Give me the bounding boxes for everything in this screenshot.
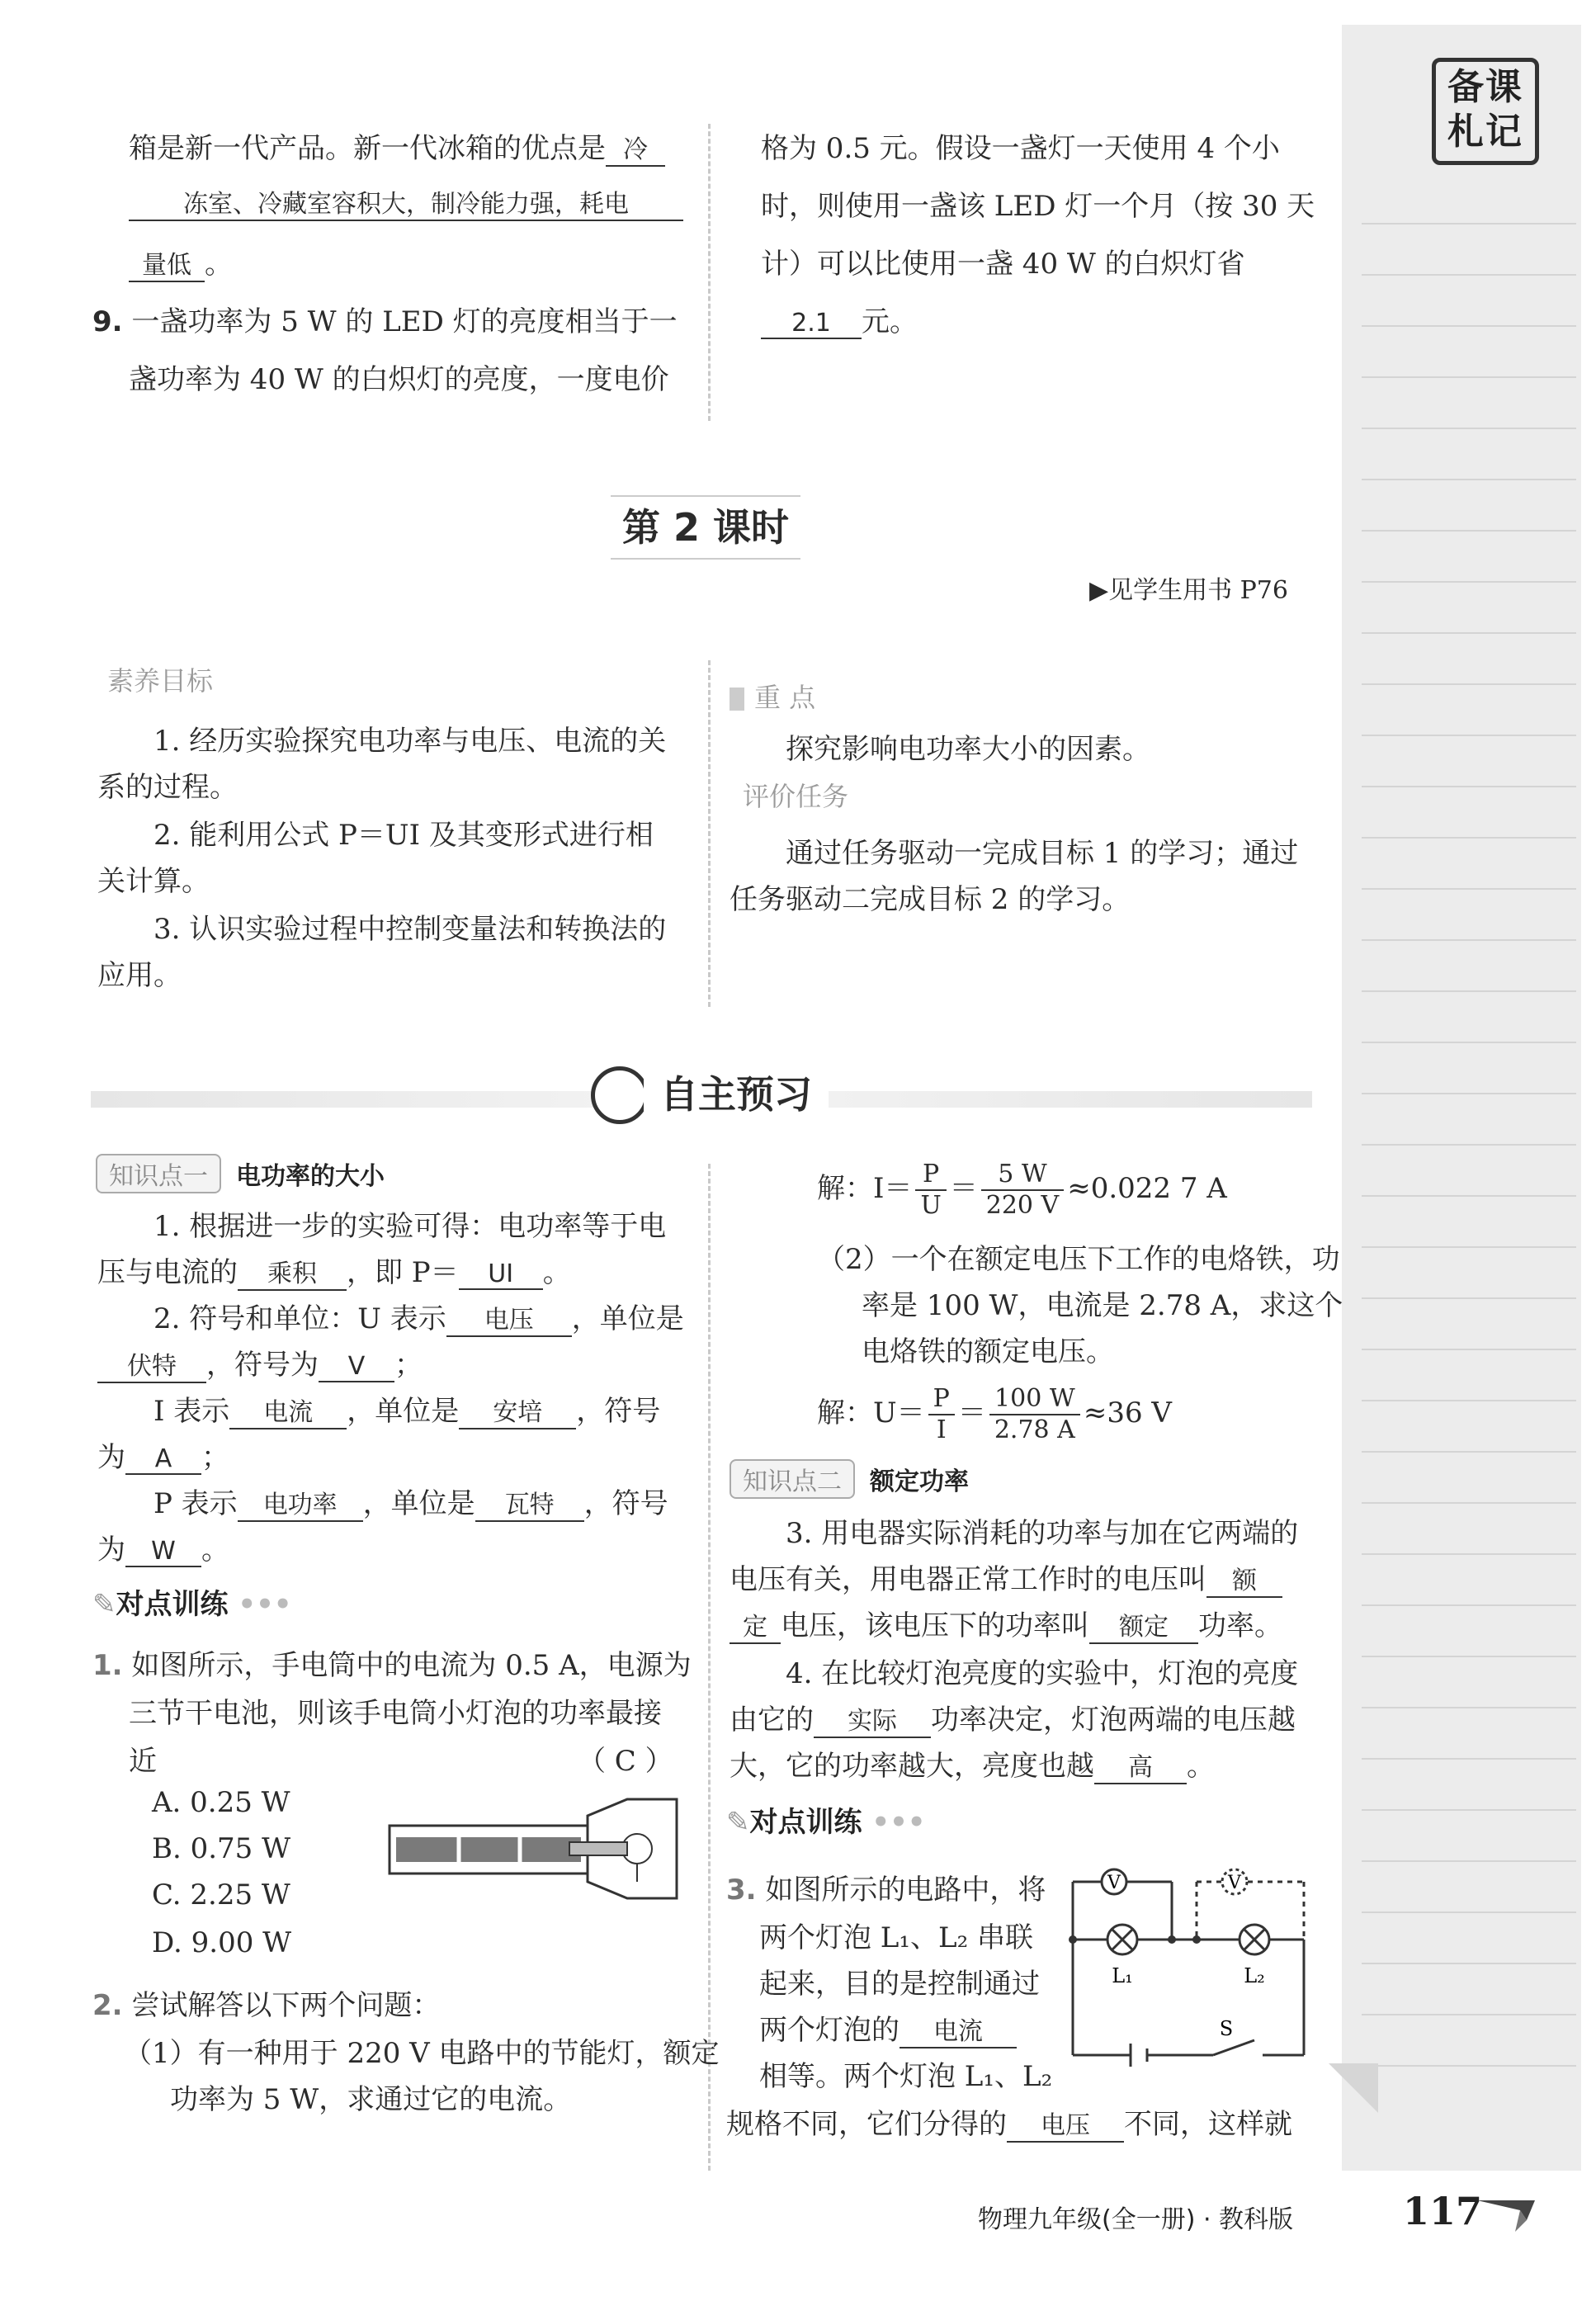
- answer-a: A: [125, 1444, 201, 1475]
- notes-ruled-line: [1362, 837, 1576, 839]
- notes-ruled-line: [1362, 1860, 1576, 1862]
- answer-watt: 瓦特: [475, 1484, 584, 1522]
- q3-line5: 相等。两个灯泡 L₁、L₂: [759, 2060, 1053, 2093]
- q1-line2: 三节干电池，则该手电筒小灯泡的功率最接: [129, 1697, 662, 1730]
- q9-line6: 2.1 元。: [761, 299, 918, 339]
- q9-line5: 计）可以比使用一盏 40 W 的白炽灯省: [761, 248, 1245, 281]
- pencil-icon: ✎: [726, 1806, 750, 1839]
- answer-q3-voltage: 电压: [1007, 2105, 1124, 2143]
- goal-3-cont: 应用。: [97, 959, 182, 992]
- q8-line1: 箱是新一代产品。新一代冰箱的优点是 冷: [129, 125, 665, 167]
- notes-ruled-line: [1362, 274, 1576, 276]
- goal-1: 1. 经历实验探究电功率与电压、电流的关: [153, 725, 667, 758]
- goal-2-cont: 关计算。: [97, 865, 210, 898]
- notes-ruled-line: [1362, 376, 1576, 378]
- q8-line3: 量低 。: [129, 241, 233, 282]
- kp1-line7: P 表示 电功率 ，单位是 瓦特 ，符号: [153, 1481, 668, 1522]
- q9-line2: 盏功率为 40 W 的白炽灯的亮度，一度电价: [129, 363, 669, 396]
- preview-title: 自主预习: [660, 1072, 812, 1117]
- notes-ruled-line: [1362, 530, 1576, 532]
- answer-ui: UI: [459, 1259, 543, 1290]
- kp1-header: [96, 1154, 385, 1192]
- focus-heading: 重 点: [730, 677, 815, 715]
- answer-volt: 伏特: [97, 1345, 206, 1383]
- answer-voltage: 电压: [446, 1299, 572, 1337]
- lamp-l1-label: L₁: [1112, 1964, 1133, 1987]
- q2-part2-line3: 电烙铁的额定电压。: [862, 1335, 1114, 1368]
- notes-ruled-line: [1362, 325, 1576, 327]
- preview-title-box: [644, 1065, 829, 1124]
- q2-line1: 2. 尝试解答以下两个问题：: [92, 1989, 441, 2022]
- focus-text: 探究影响电功率大小的因素。: [786, 733, 1150, 766]
- voltmeter-2-label: V: [1228, 1873, 1241, 1893]
- notes-ruled-line: [1362, 1451, 1576, 1453]
- q1-option-a[interactable]: A. 0.25 W: [152, 1786, 290, 1819]
- kp1-tag: 知识点一: [96, 1154, 221, 1193]
- q2-solution-1: 解：I＝ $\frac{P}{U}$ ＝ $\frac{5 W}{220 V}$ ≈0.022 7 A: [817, 1160, 1227, 1220]
- notes-ruled-line: [1362, 1553, 1576, 1555]
- notes-ruled-line: [1362, 786, 1576, 787]
- column-divider-main: [708, 1164, 711, 2171]
- q1-option-b[interactable]: B. 0.75 W: [152, 1832, 291, 1865]
- answer-ampere: 安培: [459, 1392, 576, 1429]
- q2-part2-line2: 率是 100 W，电流是 2.78 A，求这个: [862, 1289, 1343, 1322]
- q3-line6: 规格不同，它们分得的 电压 不同，这样就: [726, 2101, 1292, 2143]
- kp1-line8: 为 W 。: [97, 1533, 229, 1566]
- focus-bar-icon: [730, 688, 744, 711]
- answer-v: V: [319, 1352, 394, 1382]
- q2-part1-line2: 功率为 5 W，求通过它的电流。: [170, 2083, 572, 2116]
- q3-line3: 起来，目的是控制通过: [759, 1968, 1040, 2001]
- kp2-header: [730, 1459, 969, 1497]
- notes-ruled-line: [1362, 888, 1576, 890]
- kp1-line3: 2. 符号和单位：U 表示 电压 ，单位是: [153, 1296, 684, 1337]
- fraction-100w-over-278a: $\frac{100 W}{2.78 A}$: [989, 1384, 1080, 1445]
- page-number: 117: [1403, 2189, 1483, 2233]
- notes-ruled-line: [1362, 1195, 1576, 1197]
- kp1-line2: 压与电流的 乘积 ，即 P＝ UI 。: [97, 1250, 571, 1291]
- notes-ruled-line: [1362, 428, 1576, 429]
- flashlight-figure: [380, 1783, 685, 1907]
- q1-option-c[interactable]: C. 2.25 W: [152, 1878, 290, 1911]
- notes-ruled-line: [1362, 1144, 1576, 1146]
- q9-line4: 时，则使用一盏该 LED 灯一个月（按 30 天: [761, 190, 1315, 223]
- notes-ruled-line: [1362, 1963, 1576, 1964]
- kp2-line1: 3. 用电器实际消耗的功率与加在它两端的: [786, 1517, 1299, 1550]
- answer-rated-1b: 定: [730, 1606, 781, 1644]
- notes-ruled-line: [1362, 479, 1576, 480]
- answer-power: 电功率: [238, 1484, 363, 1522]
- notes-ruled-line: [1362, 1809, 1576, 1811]
- corner-fold-icon: [1329, 2063, 1378, 2113]
- voltmeter-1-label: V: [1107, 1873, 1121, 1893]
- kp2-line4: 4. 在比较灯泡亮度的实验中，灯泡的亮度: [786, 1657, 1299, 1690]
- q9-answer: 2.1: [761, 309, 862, 339]
- q9-line3: 格为 0.5 元。假设一盏灯一天使用 4 个小: [761, 132, 1280, 165]
- student-book-ref[interactable]: ▶见学生用书 P76: [1089, 576, 1288, 605]
- notes-ruled-line: [1362, 1911, 1576, 1913]
- kp2-line5: 由它的 实际 功率决定，灯泡两端的电压越: [730, 1697, 1296, 1738]
- kp2-tag: 知识点二: [730, 1459, 855, 1499]
- q3-number: 3.: [726, 1874, 757, 1907]
- lesson-title: 第 2 课时: [621, 505, 790, 550]
- notes-ruled-line: [1362, 1042, 1576, 1043]
- q1-number: 1.: [92, 1649, 123, 1682]
- notes-ruled-line: [1362, 1349, 1576, 1350]
- q3-line2: 两个灯泡 L₁、L₂ 串联: [759, 1921, 1034, 1954]
- answer-high: 高: [1094, 1746, 1187, 1784]
- q3-line1: 3. 如图所示的电路中，将: [726, 1874, 1046, 1907]
- eval-line2: 任务驱动二完成目标 2 的学习。: [730, 883, 1131, 916]
- goal-1-cont: 系的过程。: [97, 771, 238, 804]
- kp1-title: 电功率的大小: [236, 1162, 385, 1191]
- answer-current: 电流: [229, 1392, 347, 1429]
- fraction-p-over-i: $\frac{P}{I}$: [928, 1384, 955, 1445]
- q8-answer-part3: 量低: [129, 244, 205, 282]
- notes-ruled-line: [1362, 1297, 1576, 1299]
- notes-ruled-line: [1362, 1246, 1576, 1248]
- kp1-line5: I 表示 电流 ，单位是 安培 ，符号: [153, 1388, 660, 1429]
- q2-part1-line1: （1）有一种用于 220 V 电路中的节能灯，额定: [124, 2037, 720, 2070]
- notes-ruled-line: [1362, 2065, 1576, 2067]
- q1-line3: 近: [129, 1745, 157, 1778]
- answer-w: W: [125, 1537, 201, 1567]
- eval-heading: 评价任务: [743, 781, 849, 812]
- kp2-title: 额定功率: [870, 1467, 969, 1496]
- fraction-5w-over-220v: $\frac{5 W}{220 V}$: [981, 1160, 1064, 1221]
- notes-ruled-line: [1362, 1604, 1576, 1606]
- notes-badge: [1432, 58, 1539, 165]
- training-heading-1: ✎对点训练 •••: [92, 1588, 292, 1621]
- q9-line1: 9. 一盏功率为 5 W 的 LED 灯的亮度相当于一: [92, 305, 678, 338]
- answer-q3-current: 电流: [900, 2011, 1017, 2048]
- q2-part2-line1: （2）一个在额定电压下工作的电烙铁，功: [817, 1243, 1340, 1276]
- circuit-diagram: [1056, 1857, 1320, 2072]
- q8-answer-part1: 冷: [606, 129, 665, 167]
- kp2-line6: 大，它的功率越大，亮度也越 高 。: [730, 1743, 1215, 1784]
- notes-ruled-line: [1362, 223, 1576, 224]
- answer-product: 乘积: [238, 1253, 347, 1291]
- q2-solution-2: 解：U＝ $\frac{P}{I}$ ＝ $\frac{100 W}{2.78 A}$ ≈36 V: [817, 1384, 1172, 1444]
- q9-number: 9.: [92, 305, 123, 338]
- column-divider-goals: [708, 660, 711, 1007]
- notes-ruled-line: [1362, 1758, 1576, 1760]
- q3-line4: 两个灯泡的 电流: [759, 2007, 1017, 2048]
- fraction-p-over-u: $\frac{P}{U}$: [915, 1160, 946, 1221]
- kp1-line4: 伏特 ，符号为 V ；: [97, 1342, 423, 1383]
- pencil-icon: ✎: [92, 1588, 116, 1621]
- switch-label: S: [1219, 2017, 1234, 2040]
- q8-line2: [129, 183, 683, 221]
- notes-ruled-line: [1362, 581, 1576, 583]
- footer-arrow-icon: [1477, 2195, 1543, 2237]
- goals-heading: 素养目标: [107, 665, 214, 697]
- notes-badge-label: 备课札记: [1447, 66, 1523, 153]
- notes-ruled-line: [1362, 735, 1576, 736]
- goal-2: 2. 能利用公式 P＝UI 及其变形式进行相: [153, 819, 654, 852]
- notes-ruled-line: [1362, 1656, 1576, 1657]
- lamp-l2-label: L₂: [1244, 1964, 1265, 1987]
- q8-answer-part2: 冻室、冷藏室容积大，制冷能力强，耗电: [129, 183, 683, 221]
- notes-ruled-line: [1362, 990, 1576, 992]
- notes-ruled-line: [1362, 1093, 1576, 1094]
- answer-rated-2: 额定: [1089, 1606, 1198, 1644]
- lesson-title-box: [611, 495, 800, 560]
- kp2-line3: 定 电压，该电压下的功率叫 额定 功率。: [730, 1603, 1282, 1644]
- q1-line1: 1. 如图所示，手电筒中的电流为 0.5 A，电源为: [92, 1649, 692, 1682]
- preview-icon: [591, 1066, 649, 1124]
- q2-number: 2.: [92, 1989, 123, 2022]
- eval-line1: 通过任务驱动一完成目标 1 的学习；通过: [786, 837, 1299, 870]
- column-divider-top: [708, 124, 711, 421]
- notes-sidebar: [1342, 25, 1581, 2171]
- footer-book-title: 物理九年级(全一册) · 教科版: [978, 2205, 1294, 2234]
- notes-ruled-line: [1362, 939, 1576, 941]
- notes-ruled-line: [1362, 683, 1576, 685]
- training-heading-2: ✎对点训练 •••: [726, 1806, 926, 1839]
- q1-option-d[interactable]: D. 9.00 W: [152, 1926, 292, 1959]
- notes-ruled-line: [1362, 632, 1576, 634]
- kp2-line2: 电压有关，用电器正常工作时的电压叫 额: [730, 1557, 1282, 1598]
- answer-rated-1a: 额: [1206, 1560, 1282, 1598]
- notes-ruled-line: [1362, 2014, 1576, 2015]
- goal-3: 3. 认识实验过程中控制变量法和转换法的: [153, 913, 667, 946]
- notes-ruled-line: [1362, 1400, 1576, 1401]
- q1-answer: （ C ）: [578, 1745, 673, 1778]
- answer-actual: 实际: [814, 1700, 931, 1738]
- kp1-line1: 1. 根据进一步的实验可得：电功率等于电: [153, 1210, 667, 1243]
- kp1-line6: 为 A ；: [97, 1441, 229, 1474]
- notes-ruled-line: [1362, 1502, 1576, 1504]
- notes-ruled-line: [1362, 1707, 1576, 1708]
